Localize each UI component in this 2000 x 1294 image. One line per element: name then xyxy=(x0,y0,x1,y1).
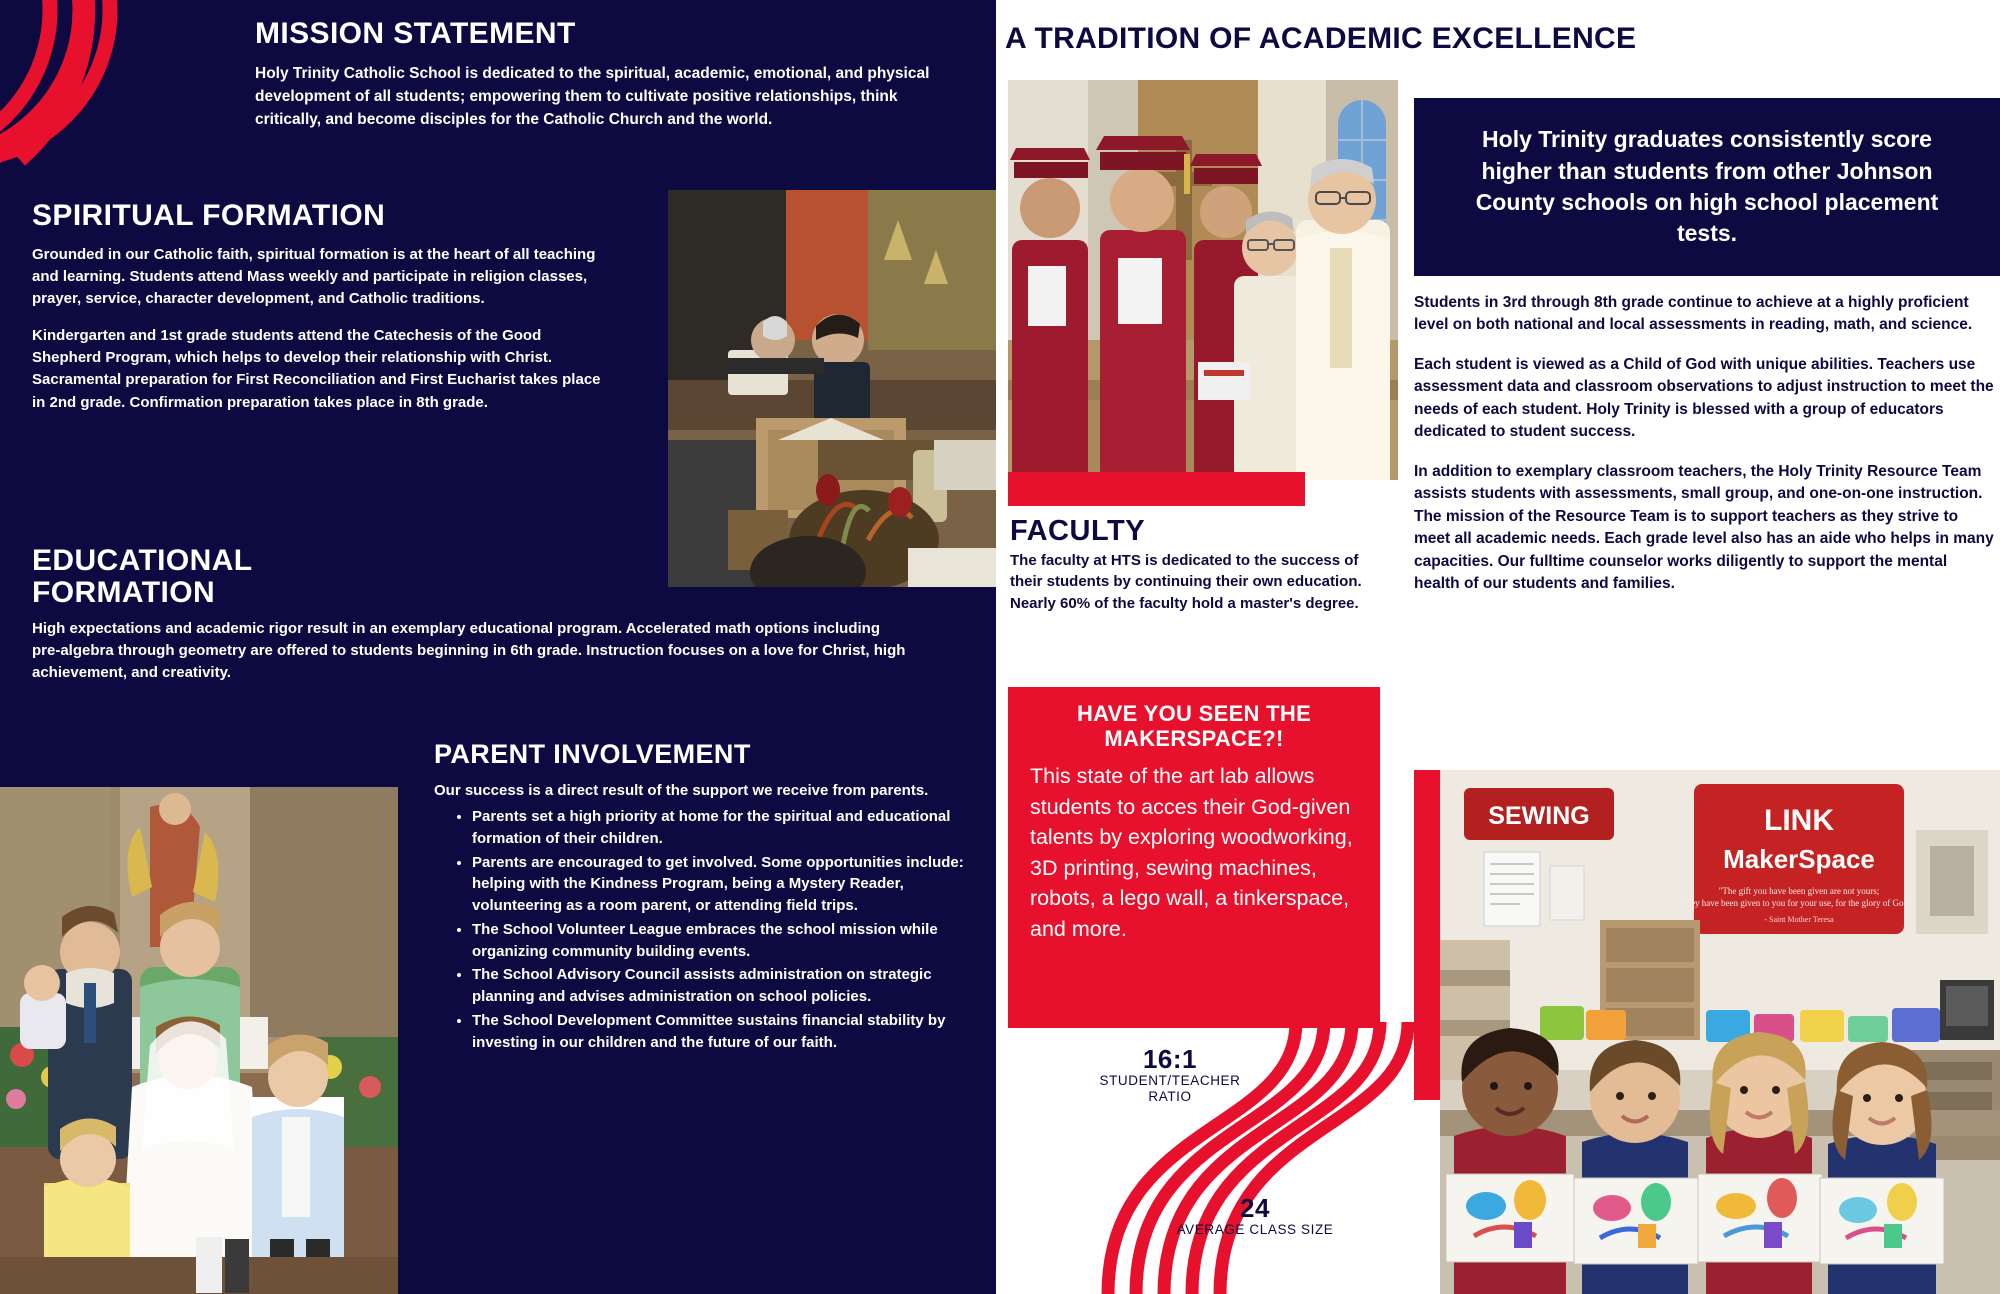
graduation-photo-image xyxy=(1008,80,1398,480)
chapel-photo-image xyxy=(668,190,996,587)
student-figure xyxy=(1820,1042,1944,1294)
right-paragraph-1: Students in 3rd through 8th grade continue to achieve at a highly proficient level on both national and local assessments in reading, math, and science. xyxy=(1414,294,1973,334)
family-photo-image xyxy=(0,787,398,1294)
makerspace-heading-line-2: MAKERSPACE?! xyxy=(1104,726,1284,752)
red-accent-bar-under-graduation-photo xyxy=(1008,472,1305,506)
link-sign-text: LINK xyxy=(1764,804,1834,837)
spiritual-paragraph-1: Grounded in our Catholic faith, spiritual formation is at the heart of all teaching and learning. Students attend Mass weekly and participate in religion classes, prayer, service, character development, and Catholic traditions. xyxy=(32,245,596,307)
stat-label-line-2: RATIO xyxy=(1148,1089,1192,1105)
spiritual-formation-section xyxy=(32,200,632,414)
chapel-photo xyxy=(668,190,996,587)
right-paragraph-2: Each student is viewed as a Child of God with unique abilities. Teachers use assessment data and classroom observations to adjust instruction to meet the needs of each student. Holy Trinity is blessed with a group of educators dedicated to student success. xyxy=(1414,355,1994,441)
edu-paragraph: High expectations and academic rigor result in an exemplary educational program. Accelerated math options including pre-algebra through geometry are offered to students beginning in 6th grade. Instruction focuses on a love for Christ, high achievement, and creativity. xyxy=(32,620,906,682)
faculty-section xyxy=(1010,515,1390,614)
stat-student-teacher-ratio xyxy=(1075,1046,1265,1106)
first-communion-family-photo xyxy=(0,787,398,1294)
mission-heading: MISSION STATEMENT xyxy=(255,17,576,50)
makerspace-photo-image xyxy=(1440,770,2000,1294)
makerspace-body: This state of the art lab allows students to acces their God-given talents by exploring woodworking, 3D printing, sewing machines, robots, a lego wall, a tinkerspace, and more. xyxy=(1030,764,1353,941)
sign-quote-line-1: "The gift you have been given are not yours; xyxy=(1718,886,1880,896)
spiritual-paragraph-2: Kindergarten and 1st grade students attend the Catechesis of the Good Shepherd Program, which helps to develop their relationship with Christ. Sacramental preparation for First Reconciliation and First Eucharist takes place in 2nd grade. Confirmation preparation takes place in 8th grade. xyxy=(32,327,601,411)
parent-involvement-heading: PARENT INVOLVEMENT xyxy=(434,739,751,769)
makerspace-heading xyxy=(1030,701,1358,751)
list-item: • The School Development Committee sustains financial stability by investing in our children and the future of our faith. xyxy=(472,1010,964,1054)
stat-label: AVERAGE CLASS SIZE xyxy=(1176,1222,1334,1238)
student-figure xyxy=(1698,1032,1822,1294)
list-item: • The School Volunteer League embraces the school mission while organizing community building events. xyxy=(472,919,964,963)
sewing-sign-text: SEWING xyxy=(1488,802,1590,830)
sign-attribution: - Saint Mother Teresa xyxy=(1764,915,1834,924)
list-item: • Parents set a high priority at home for the spiritual and educational formation of their children. xyxy=(472,806,964,850)
edu-heading-line-2: FORMATION xyxy=(32,575,216,609)
red-accent-bar-makerspace-photo xyxy=(1414,770,1440,1100)
graduation-photo xyxy=(1008,80,1398,480)
spiritual-formation-body xyxy=(32,244,612,414)
stat-label xyxy=(1075,1073,1265,1105)
academic-excellence-body xyxy=(1414,292,1994,596)
makerspace-photo xyxy=(1440,770,2000,1294)
list-item: • The School Advisory Council assists administration on strategic planning and advises administration on school policies. xyxy=(472,964,964,1008)
spiritual-formation-heading: SPIRITUAL FORMATION xyxy=(32,199,386,232)
educational-formation-body xyxy=(32,618,912,685)
sign-quote-line-2: they have been given to you for your use, for the glory of God." xyxy=(1684,898,1914,908)
parent-involvement-intro: Our success is a direct result of the support we receive from parents. xyxy=(434,782,929,800)
edu-heading-line-1: EDUCATIONAL xyxy=(32,544,253,577)
faculty-heading: FACULTY xyxy=(1010,515,1146,547)
makerspace-callout xyxy=(1008,687,1380,1028)
stat-value: 24 xyxy=(1240,1193,1270,1223)
red-swoosh-decoration-top-left xyxy=(0,0,240,170)
makerspace-heading-line-1: HAVE YOU SEEN THE xyxy=(1076,701,1312,726)
list-item: • Parents are encouraged to get involved. Some opportunities include: helping with the Kindness Program, being a Mystery Reader, volunteering as a room parent, or attending field trips. xyxy=(472,852,964,917)
mission-body: Holy Trinity Catholic School is dedicated to the spiritual, academic, emotional, and physical development of all students; empowering them to cultivate positive relationships, think critically, and become disciples for the Catholic Church and the world. xyxy=(255,64,930,128)
student-figure xyxy=(1574,1040,1698,1294)
mission-statement-section xyxy=(255,18,955,131)
stat-label-line-1: STUDENT/TEACHER xyxy=(1099,1073,1241,1089)
parent-involvement-list xyxy=(434,806,964,1053)
quote-text: Holy Trinity graduates consistently score higher than students from other Johnson County schools on high school placement tests. xyxy=(1475,126,1939,247)
stat-average-class-size xyxy=(1140,1195,1370,1238)
student-figure xyxy=(1446,1028,1574,1294)
academic-excellence-quote-box xyxy=(1414,98,2000,276)
stat-value: 16:1 xyxy=(1142,1044,1198,1074)
faculty-body: The faculty at HTS is dedicated to the success of their students by continuing their own education. Nearly 60% of the faculty hold a master's degree. xyxy=(1010,552,1362,612)
parent-involvement-section xyxy=(434,740,964,1055)
makerspace-sign-text: MakerSpace xyxy=(1723,844,1875,874)
right-paragraph-3: In addition to exemplary classroom teachers, the Holy Trinity Resource Team assists students with assessments, small group, and one-on-one instruction. The mission of the Resource Team is to support teachers as they strive to meet all academic needs. Each grade level also has an aide who helps in many capacities. Our fulltime counselor works diligently to support the mental health of our students and families. xyxy=(1414,462,1994,593)
tradition-heading: A TRADITION OF ACADEMIC EXCELLENCE xyxy=(1005,22,1637,55)
